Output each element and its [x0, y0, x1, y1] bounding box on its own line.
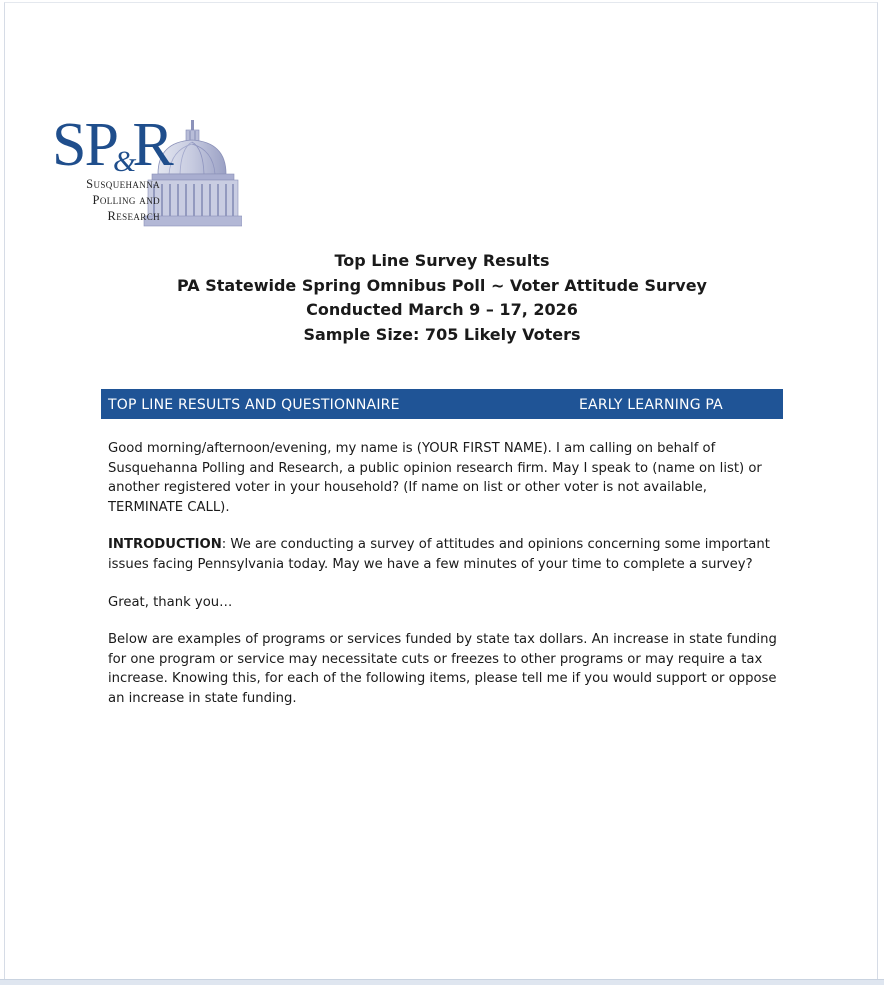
instructions-paragraph: Below are examples of programs or services funded by state tax dollars. An increase in state funding for one program or service may necessitate cuts or freezes to other programs or may require a tax increase. Knowing this, for each of the following items, please tell me if you would support or oppose an increase in state funding. — [108, 632, 777, 706]
report-title — [0, 249, 884, 347]
banner-left-label: TOP LINE RESULTS AND QUESTIONNAIRE — [108, 397, 400, 413]
section-banner — [101, 389, 783, 419]
introduction-label: INTRODUCTION — [108, 537, 222, 552]
banner-right-label: EARLY LEARNING PA — [579, 397, 723, 413]
title-line-3: Conducted March 9 – 17, 2026 — [306, 300, 578, 319]
logo-name-line: Research — [107, 209, 160, 223]
logo-name-line: Susquehanna — [86, 177, 160, 191]
window-bottom-edge — [0, 979, 884, 985]
logo-company-name — [56, 176, 160, 224]
title-line-1: Top Line Survey Results — [334, 251, 550, 270]
title-line-4: Sample Size: 705 Likely Voters — [303, 324, 581, 344]
introduction-text: : We are conducting a survey of attitudes and opinions concerning some important issues facing Pennsylvania today. May we have a few minutes of your time to complete a survey? — [108, 537, 770, 572]
introduction-paragraph — [108, 535, 780, 574]
thanks-paragraph: Great, thank you… — [108, 595, 233, 610]
logo-wordmark: SP&R — [52, 111, 172, 179]
greeting-paragraph: Good morning/afternoon/evening, my name is (YOUR FIRST NAME). I am calling on behalf of Susquehanna Polling and Research, a public opinion research firm. May I speak to (name on list) or another registered voter in your household? (If name on list or other voter is not available, TERMINATE CALL). — [108, 441, 762, 515]
logo-name-line: Polling and — [92, 193, 160, 207]
sp-r-logo — [52, 112, 242, 232]
title-line-2: PA Statewide Spring Omnibus Poll ~ Voter Attitude Survey — [177, 275, 707, 295]
